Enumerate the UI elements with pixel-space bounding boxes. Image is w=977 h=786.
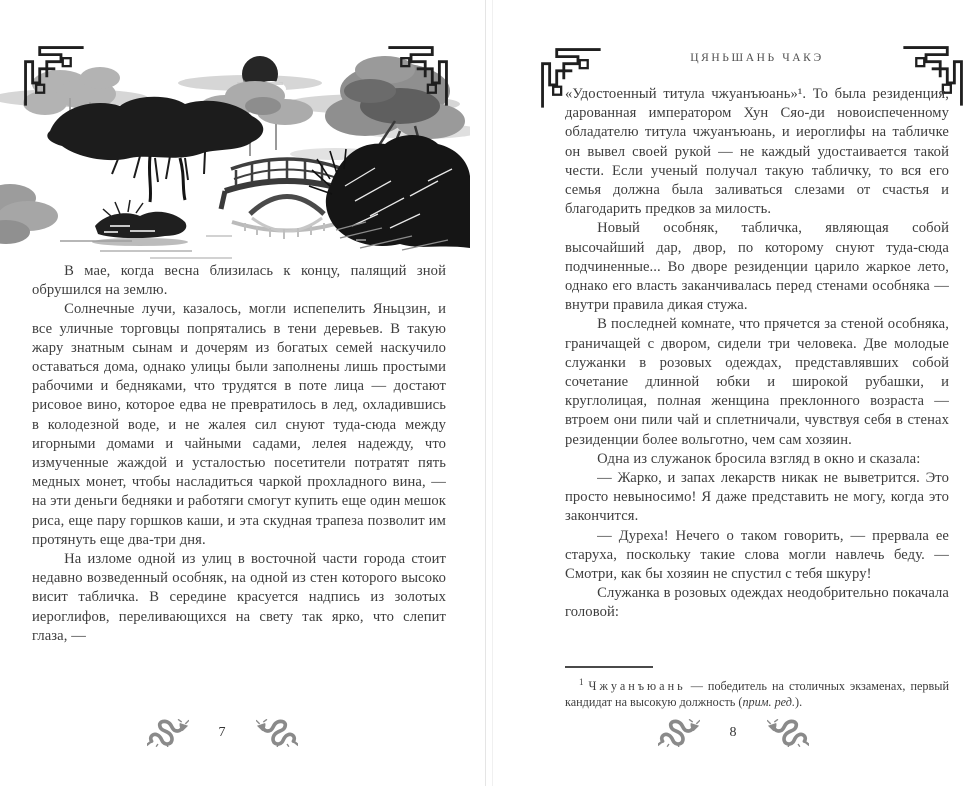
paragraph: «Удостоенный титула чжуанъюань»¹. То была резиденция, дарованная императором Хун Сяо-ди новоиспеченному обладателю титула чжуанъюань, и иероглифы на табличке он вывел своей рукой — не каждый удостаивается такой чести. Если ученый получал такую табличку, то вся его семья должна была заливаться слезами от счастья и благодарить предков за милость. xyxy=(565,86,949,218)
corner-fret-icon xyxy=(388,44,450,106)
footnote-marker: 1 xyxy=(579,677,584,687)
page-right xyxy=(489,0,977,786)
paragraph: — Дуреха! Нечего о таком говорить, — прервала ее старуха, поскольку такие слова могли навлечь беду. — Смотри, как бы хозяин не спустил с тебя шкуру! xyxy=(565,527,949,583)
page-number: 7 xyxy=(218,725,226,740)
footnote xyxy=(565,666,949,710)
paragraph: На изломе одной из улиц в восточной части города стоит недавно возведенный особняк, на одной из стен которого высоко висит табличка. В середине красуется надпись из золотых иероглифов, переливающихся на свету так ярко, что слепит глаза, — xyxy=(32,551,446,644)
paragraph: Служанка в розовых одеждах неодобрительно покачала головой: xyxy=(565,585,949,621)
page-footer xyxy=(0,719,466,747)
page-footer xyxy=(489,719,977,747)
footnote-rule xyxy=(565,666,653,668)
page-left xyxy=(0,0,488,786)
dragon-icon xyxy=(147,719,189,747)
paragraph: Новый особняк, табличка, являющая собой высочайший дар, двор, по которому снуют туда-сюда подчиненные... Во дворе резиденции царило жаркое лето, однако его власть заканчивалась перед стенами особняка — внутри правила дикая стужа. xyxy=(565,220,949,314)
paragraph: В последней комнате, что прячется за стеной особняка, граничащей с двором, сидели три человека. Две молодые служанки в розовых одеждах, представлявших собой сочетание длинной юбки и широкой рубашки, и круглолицая, полная женщина преклонного возраста — втроем они пили чай и сплетничали, чувствуя себя в стенах резиденции более вольготно, чем сам хозяин. xyxy=(565,316,949,448)
dragon-icon xyxy=(256,719,298,747)
footnote-text xyxy=(565,674,949,710)
paragraph: Солнечные лучи, казалось, могли испепелить Яньцзин, и все уличные торговцы попрятались в тени деревьев. В такую жару знатным сынам и дочерям из богатых семей наскучило оставаться дома, однако улицы были заполнены лишь простыми рабочими и бедняками, что трудятся в поте лица — достают рисовое вино, которое едва не превратилось в лед, охладившись в колодезной воде, и не жалея сил снуют туда-сюда между игорными домами и чайными садами, лелея надежду, что измученные жаждой и усталостью посетители потратят пять медных монет, чтобы насладиться чаркой прохладного вина, — на эти деньги бедняки и работяги смогут купить еще один мешок риса, еще пару горшков каши, и эта скудная трапеза позволит им протянуть еще два-три дня. xyxy=(32,301,446,548)
right-page-text xyxy=(565,85,949,623)
footnote-closing: ). xyxy=(795,695,803,710)
left-page-text xyxy=(32,262,446,646)
paragraph: — Жарко, и запах лекарств никак не выветрится. Это просто невыносимо! Я даже представить не могу, когда это закончится. xyxy=(565,470,949,525)
running-header: ЦЯНЬШАНЬ ЧАКЭ xyxy=(690,52,824,64)
page-number: 8 xyxy=(729,725,737,740)
corner-fret-icon xyxy=(22,44,84,106)
paragraph: Одна из служанок бросила взгляд в окно и сказала: xyxy=(597,450,921,467)
footnote-term: Чжуанъюань xyxy=(588,679,686,694)
dragon-icon xyxy=(658,719,700,747)
bridge-reflection xyxy=(232,218,342,239)
footnote-note-label: прим. ред. xyxy=(742,695,796,710)
paragraph: В мае, когда весна близилась к концу, палящий зной обрушился на землю. xyxy=(32,263,446,299)
footnote-body: — победитель на столичных экзаменах, первый кандидат на высокую должность ( xyxy=(565,679,949,710)
dragon-icon xyxy=(767,719,809,747)
island-rocks xyxy=(92,200,188,246)
